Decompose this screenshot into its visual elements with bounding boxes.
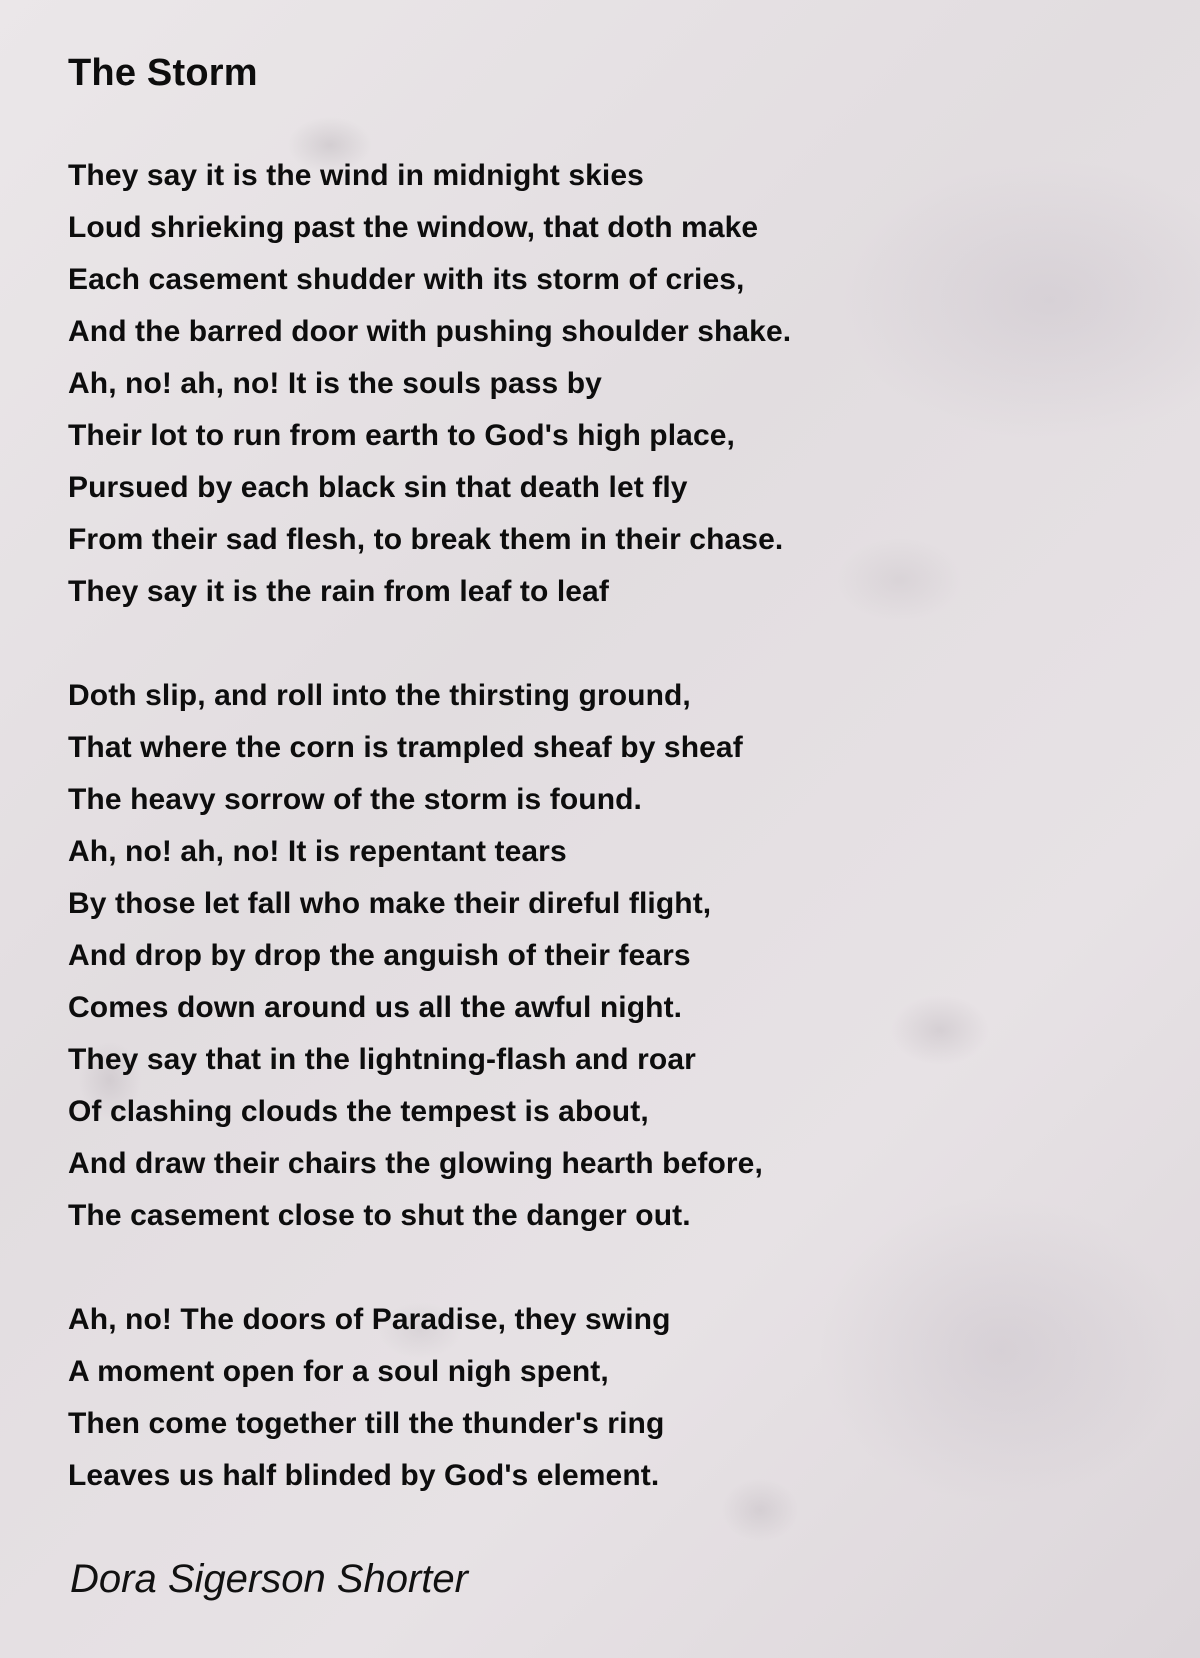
poem-line: Doth slip, and roll into the thirsting ground, xyxy=(68,679,691,712)
poem-line: And drop by drop the anguish of their fears xyxy=(68,939,691,972)
poem-line: And the barred door with pushing shoulder shake. xyxy=(68,315,792,348)
poem-line: Of clashing clouds the tempest is about, xyxy=(68,1095,649,1128)
poem-line: Loud shrieking past the window, that doth make xyxy=(68,211,759,244)
poem-line: Each casement shudder with its storm of cries, xyxy=(68,263,745,296)
poem-line: That where the corn is trampled sheaf by sheaf xyxy=(68,731,743,764)
poem-line: The casement close to shut the danger out. xyxy=(68,1199,691,1232)
poem-title: The Storm xyxy=(68,52,258,94)
poem-line: The heavy sorrow of the storm is found. xyxy=(68,783,642,816)
poem-line: Comes down around us all the awful night. xyxy=(68,991,683,1024)
poem-line: And draw their chairs the glowing hearth before, xyxy=(68,1147,763,1180)
poem-line: They say it is the rain from leaf to leaf xyxy=(68,575,609,608)
poem-line: They say that in the lightning-flash and roar xyxy=(68,1043,696,1076)
poem-line: A moment open for a soul nigh spent, xyxy=(68,1355,609,1388)
poem-author: Dora Sigerson Shorter xyxy=(70,1557,468,1601)
poem-body xyxy=(68,150,1148,1554)
stanza-3 xyxy=(68,1294,1148,1502)
poem-line: From their sad flesh, to break them in their chase. xyxy=(68,523,784,556)
poem-line: Ah, no! ah, no! It is the souls pass by xyxy=(68,367,602,400)
poem-line: Leaves us half blinded by God's element. xyxy=(68,1459,660,1492)
poem-line: By those let fall who make their direful flight, xyxy=(68,887,712,920)
stanza-1 xyxy=(68,150,1148,618)
poem-line: Pursued by each black sin that death let fly xyxy=(68,471,688,504)
poem-line: Ah, no! The doors of Paradise, they swing xyxy=(68,1303,671,1336)
stanza-2 xyxy=(68,670,1148,1242)
poem-line: They say it is the wind in midnight skies xyxy=(68,159,644,192)
poem-line: Ah, no! ah, no! It is repentant tears xyxy=(68,835,567,868)
poem-line: Then come together till the thunder's ring xyxy=(68,1407,665,1440)
poem-line: Their lot to run from earth to God's high place, xyxy=(68,419,735,452)
